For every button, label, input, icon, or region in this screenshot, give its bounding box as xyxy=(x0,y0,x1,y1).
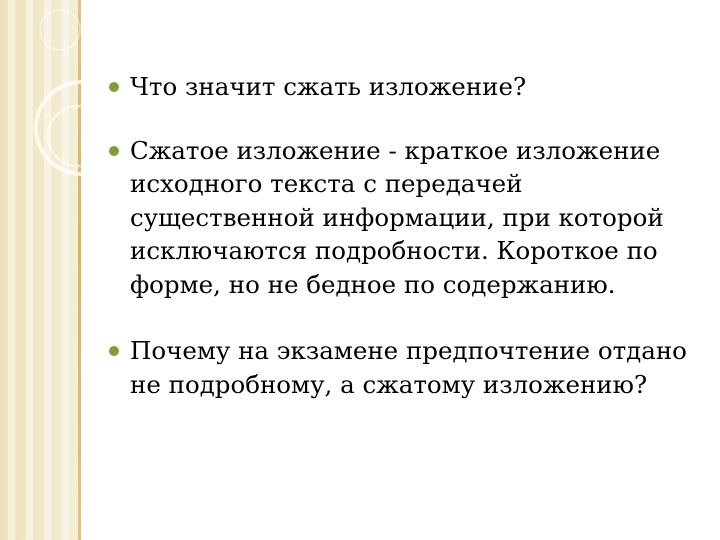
ornament-ring-small xyxy=(48,106,108,166)
bullet-question-2 xyxy=(104,334,704,401)
ornament-ring-top xyxy=(40,10,80,50)
bullet-dot-icon xyxy=(109,82,119,92)
slide-content xyxy=(104,70,704,401)
decorative-circles-ornament xyxy=(0,0,120,200)
bullet-text: Почему на экзамене предпочтение отдано не подробному, а сжатому изложению? xyxy=(130,336,687,399)
bullet-definition xyxy=(104,134,704,302)
bullet-text: Что значит сжать изложение? xyxy=(130,72,527,101)
bullet-dot-icon xyxy=(109,346,119,356)
bullet-text: Сжатое изложение - краткое изложение исходного текста с передачей существенной информации, при которой исключаются подробности. Короткое по форме, но не бедное по содержанию. xyxy=(130,135,664,299)
bullet-dot-icon xyxy=(109,146,119,156)
bullet-question-1 xyxy=(104,70,704,104)
